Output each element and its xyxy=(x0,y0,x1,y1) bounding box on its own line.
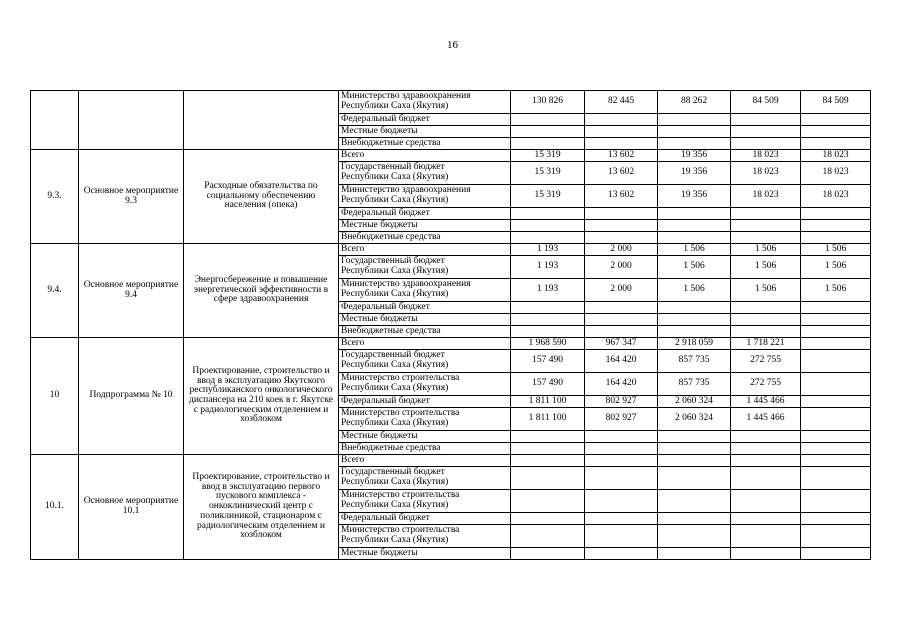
amount-cell: 1 506 xyxy=(731,244,801,256)
funding-source xyxy=(339,114,511,126)
amount-cell xyxy=(511,302,585,314)
amount-cell: 84 509 xyxy=(801,91,871,114)
amount-cell xyxy=(801,220,871,232)
funding-source xyxy=(339,256,511,279)
amount-cell xyxy=(585,114,658,126)
amount-cell xyxy=(658,232,731,244)
amount-cell xyxy=(658,326,731,338)
amount-cell xyxy=(801,114,871,126)
amount-cell xyxy=(731,548,801,560)
funding-source-line: Государственный бюджет xyxy=(341,162,445,173)
amount-cell xyxy=(801,525,871,548)
funding-source xyxy=(339,408,511,431)
amount-cell xyxy=(585,548,658,560)
funding-source xyxy=(339,490,511,513)
funding-source-line: Федеральный бюджет xyxy=(341,395,430,406)
amount-cell: 272 755 xyxy=(731,350,801,373)
amount-cell xyxy=(658,490,731,513)
amount-cell xyxy=(731,455,801,467)
amount-cell xyxy=(658,525,731,548)
amount-cell: 1 506 xyxy=(731,256,801,279)
funding-source-line: Министерство строительства xyxy=(341,490,460,501)
funding-source-line: Министерство здравоохранения xyxy=(341,279,471,290)
amount-cell xyxy=(511,232,585,244)
amount-cell xyxy=(801,490,871,513)
amount-cell xyxy=(585,490,658,513)
funding-source-line: Министерство здравоохранения xyxy=(341,185,471,196)
funding-source-line: Республики Саха (Якутия) xyxy=(341,500,449,510)
amount-cell: 18 023 xyxy=(801,185,871,208)
amount-cell xyxy=(585,314,658,326)
amount-cell: 13 602 xyxy=(585,150,658,162)
amount-cell xyxy=(511,114,585,126)
funding-source xyxy=(339,302,511,314)
block-description: Проектирование, строительство и ввод в эксплуатацию первого пускового комплекса - онкоклинический центр с поликлиникой, стационаром с радиологическим отделением и хозблоком xyxy=(184,455,339,560)
amount-cell xyxy=(585,443,658,455)
amount-cell: 2 918 059 xyxy=(658,338,731,350)
amount-cell xyxy=(658,114,731,126)
block-description: Энергосбережение и повышение энергетической эффективности в сфере здравоохранения xyxy=(184,244,339,338)
funding-source xyxy=(339,162,511,185)
table-row xyxy=(31,455,871,467)
amount-cell: 1 506 xyxy=(658,256,731,279)
amount-cell xyxy=(731,232,801,244)
amount-cell xyxy=(801,373,871,396)
amount-cell: 967 347 xyxy=(585,338,658,350)
amount-cell: 82 445 xyxy=(585,91,658,114)
amount-cell: 15 319 xyxy=(511,185,585,208)
funding-source xyxy=(339,338,511,350)
amount-cell: 157 490 xyxy=(511,373,585,396)
amount-cell: 802 927 xyxy=(585,396,658,408)
amount-cell xyxy=(731,126,801,138)
amount-cell: 857 735 xyxy=(658,350,731,373)
amount-cell xyxy=(511,431,585,443)
funding-source-line: Внебюджетные средства xyxy=(341,231,441,242)
funding-source-line: Республики Саха (Якутия) xyxy=(341,266,449,276)
amount-cell xyxy=(801,350,871,373)
amount-cell xyxy=(801,443,871,455)
amount-cell: 164 420 xyxy=(585,373,658,396)
amount-cell xyxy=(511,138,585,150)
amount-cell xyxy=(801,126,871,138)
funding-source-line: Республики Саха (Якутия) xyxy=(341,477,449,487)
block-name xyxy=(79,91,184,150)
amount-cell xyxy=(731,302,801,314)
amount-cell xyxy=(731,314,801,326)
amount-cell xyxy=(731,208,801,220)
amount-cell xyxy=(801,467,871,490)
amount-cell: 15 319 xyxy=(511,150,585,162)
funding-source-line: Внебюджетные средства xyxy=(341,137,441,148)
amount-cell: 857 735 xyxy=(658,373,731,396)
amount-cell: 1 445 466 xyxy=(731,408,801,431)
amount-cell xyxy=(801,408,871,431)
funding-source xyxy=(339,513,511,525)
amount-cell xyxy=(585,302,658,314)
amount-cell: 2 000 xyxy=(585,256,658,279)
amount-cell xyxy=(801,338,871,350)
funding-source xyxy=(339,232,511,244)
funding-source xyxy=(339,220,511,232)
amount-cell xyxy=(801,314,871,326)
funding-source-line: Министерство здравоохранения xyxy=(341,91,471,102)
funding-source xyxy=(339,244,511,256)
funding-source xyxy=(339,126,511,138)
amount-cell: 15 319 xyxy=(511,162,585,185)
amount-cell: 84 509 xyxy=(731,91,801,114)
amount-cell xyxy=(801,232,871,244)
amount-cell: 18 023 xyxy=(731,162,801,185)
block-description: Проектирование, строительство и ввод в эксплуатацию Якутского республиканского онкологического диспансера на 210 коек в г. Якутске с радиологическим отделением и хозблоком xyxy=(184,338,339,455)
block-name: Основное мероприятие 9.4 xyxy=(79,244,184,338)
amount-cell xyxy=(511,513,585,525)
amount-cell xyxy=(511,126,585,138)
funding-source xyxy=(339,91,511,114)
amount-cell xyxy=(511,326,585,338)
funding-source xyxy=(339,548,511,560)
funding-source-line: Федеральный бюджет xyxy=(341,301,430,312)
amount-cell: 1 445 466 xyxy=(731,396,801,408)
block-number: 9.4. xyxy=(31,244,79,338)
funding-source-line: Государственный бюджет xyxy=(341,467,445,478)
amount-cell xyxy=(511,467,585,490)
amount-cell xyxy=(585,126,658,138)
funding-source-line: Министерство строительства xyxy=(341,373,460,384)
funding-source xyxy=(339,314,511,326)
amount-cell xyxy=(731,220,801,232)
funding-source-line: Министерство строительства xyxy=(341,525,460,536)
amount-cell xyxy=(658,314,731,326)
amount-cell xyxy=(585,525,658,548)
amount-cell: 1 506 xyxy=(658,279,731,302)
amount-cell xyxy=(801,455,871,467)
amount-cell: 802 927 xyxy=(585,408,658,431)
funding-source-line: Республики Саха (Якутия) xyxy=(341,360,449,370)
amount-cell: 164 420 xyxy=(585,350,658,373)
amount-cell xyxy=(585,220,658,232)
amount-cell xyxy=(658,455,731,467)
funding-source-line: Федеральный бюджет xyxy=(341,113,430,124)
funding-source xyxy=(339,326,511,338)
amount-cell xyxy=(511,548,585,560)
amount-cell: 18 023 xyxy=(731,150,801,162)
amount-cell: 19 356 xyxy=(658,150,731,162)
amount-cell xyxy=(658,208,731,220)
block-description xyxy=(184,91,339,150)
amount-cell xyxy=(658,126,731,138)
amount-cell xyxy=(511,443,585,455)
amount-cell: 2 000 xyxy=(585,279,658,302)
amount-cell xyxy=(658,467,731,490)
funding-source-line: Республики Саха (Якутия) xyxy=(341,289,449,299)
amount-cell xyxy=(731,525,801,548)
funding-source xyxy=(339,150,511,162)
funding-source-line: Республики Саха (Якутия) xyxy=(341,101,449,111)
amount-cell xyxy=(801,302,871,314)
funding-source xyxy=(339,455,511,467)
amount-cell xyxy=(658,443,731,455)
amount-cell: 2 060 324 xyxy=(658,396,731,408)
amount-cell xyxy=(801,431,871,443)
funding-source-line: Федеральный бюджет xyxy=(341,512,430,523)
amount-cell: 18 023 xyxy=(801,150,871,162)
budget-table xyxy=(30,90,871,560)
amount-cell xyxy=(731,513,801,525)
funding-source xyxy=(339,525,511,548)
funding-source-line: Республики Саха (Якутия) xyxy=(341,418,449,428)
amount-cell: 2 000 xyxy=(585,244,658,256)
amount-cell: 1 811 100 xyxy=(511,396,585,408)
block-name: Подпрограмма № 10 xyxy=(79,338,184,455)
funding-source xyxy=(339,350,511,373)
funding-source-line: Государственный бюджет xyxy=(341,256,445,267)
funding-source xyxy=(339,373,511,396)
amount-cell xyxy=(585,208,658,220)
amount-cell: 1 193 xyxy=(511,244,585,256)
funding-source-line: Всего xyxy=(341,149,365,160)
amount-cell xyxy=(511,490,585,513)
amount-cell xyxy=(511,314,585,326)
table-row xyxy=(31,244,871,256)
funding-source-line: Внебюджетные средства xyxy=(341,325,441,336)
funding-source-line: Местные бюджеты xyxy=(341,547,418,558)
block-number: 10.1. xyxy=(31,455,79,560)
amount-cell xyxy=(731,114,801,126)
funding-source xyxy=(339,208,511,220)
amount-cell: 1 811 100 xyxy=(511,408,585,431)
amount-cell xyxy=(585,232,658,244)
table-row xyxy=(31,91,871,114)
amount-cell xyxy=(585,467,658,490)
amount-cell: 13 602 xyxy=(585,185,658,208)
amount-cell xyxy=(511,525,585,548)
amount-cell xyxy=(658,513,731,525)
amount-cell xyxy=(801,396,871,408)
amount-cell xyxy=(731,138,801,150)
funding-source-line: Местные бюджеты xyxy=(341,430,418,441)
amount-cell: 1 506 xyxy=(801,256,871,279)
amount-cell xyxy=(658,431,731,443)
funding-source xyxy=(339,279,511,302)
funding-source-line: Министерство строительства xyxy=(341,408,460,419)
amount-cell xyxy=(658,138,731,150)
amount-cell xyxy=(658,220,731,232)
amount-cell: 19 356 xyxy=(658,185,731,208)
funding-source-line: Местные бюджеты xyxy=(341,125,418,136)
funding-source-line: Республики Саха (Якутия) xyxy=(341,535,449,545)
block-description: Расходные обязательства по социальному обеспечению населения (опека) xyxy=(184,150,339,244)
block-number xyxy=(31,91,79,150)
amount-cell: 272 755 xyxy=(731,373,801,396)
amount-cell: 19 356 xyxy=(658,162,731,185)
funding-source xyxy=(339,396,511,408)
block-number: 9.3. xyxy=(31,150,79,244)
table-row xyxy=(31,338,871,350)
amount-cell xyxy=(801,138,871,150)
funding-source xyxy=(339,138,511,150)
amount-cell: 1 193 xyxy=(511,256,585,279)
funding-source-line: Всего xyxy=(341,337,365,348)
amount-cell xyxy=(731,490,801,513)
amount-cell xyxy=(658,548,731,560)
amount-cell: 1 506 xyxy=(731,279,801,302)
amount-cell xyxy=(658,302,731,314)
amount-cell: 1 968 590 xyxy=(511,338,585,350)
amount-cell: 130 826 xyxy=(511,91,585,114)
page-number: 16 xyxy=(447,39,458,51)
block-number: 10 xyxy=(31,338,79,455)
funding-source xyxy=(339,431,511,443)
amount-cell: 88 262 xyxy=(658,91,731,114)
amount-cell xyxy=(585,326,658,338)
amount-cell xyxy=(731,467,801,490)
funding-source xyxy=(339,185,511,208)
amount-cell xyxy=(801,208,871,220)
funding-source xyxy=(339,467,511,490)
amount-cell: 18 023 xyxy=(731,185,801,208)
table-row xyxy=(31,150,871,162)
funding-source-line: Республики Саха (Якутия) xyxy=(341,383,449,393)
amount-cell: 1 506 xyxy=(658,244,731,256)
amount-cell xyxy=(801,548,871,560)
funding-source-line: Всего xyxy=(341,243,365,254)
amount-cell: 13 602 xyxy=(585,162,658,185)
block-name: Основное мероприятие 9.3 xyxy=(79,150,184,244)
funding-source-line: Государственный бюджет xyxy=(341,350,445,361)
amount-cell xyxy=(731,431,801,443)
block-name: Основное мероприятие 10.1 xyxy=(79,455,184,560)
amount-cell xyxy=(801,326,871,338)
amount-cell: 1 506 xyxy=(801,244,871,256)
amount-cell xyxy=(511,208,585,220)
amount-cell xyxy=(731,326,801,338)
amount-cell: 1 193 xyxy=(511,279,585,302)
funding-source-line: Федеральный бюджет xyxy=(341,207,430,218)
funding-source-line: Местные бюджеты xyxy=(341,313,418,324)
amount-cell: 157 490 xyxy=(511,350,585,373)
funding-source xyxy=(339,443,511,455)
amount-cell: 1 718 221 xyxy=(731,338,801,350)
amount-cell: 18 023 xyxy=(801,162,871,185)
amount-cell xyxy=(585,431,658,443)
amount-cell: 1 506 xyxy=(801,279,871,302)
amount-cell xyxy=(585,455,658,467)
amount-cell: 2 060 324 xyxy=(658,408,731,431)
amount-cell xyxy=(585,513,658,525)
funding-source-line: Внебюджетные средства xyxy=(341,442,441,453)
funding-source-line: Всего xyxy=(341,454,365,465)
amount-cell xyxy=(731,443,801,455)
funding-source-line: Местные бюджеты xyxy=(341,219,418,230)
funding-source-line: Республики Саха (Якутия) xyxy=(341,195,449,205)
funding-source-line: Республики Саха (Якутия) xyxy=(341,172,449,182)
amount-cell xyxy=(585,138,658,150)
amount-cell xyxy=(511,455,585,467)
amount-cell xyxy=(801,513,871,525)
amount-cell xyxy=(511,220,585,232)
